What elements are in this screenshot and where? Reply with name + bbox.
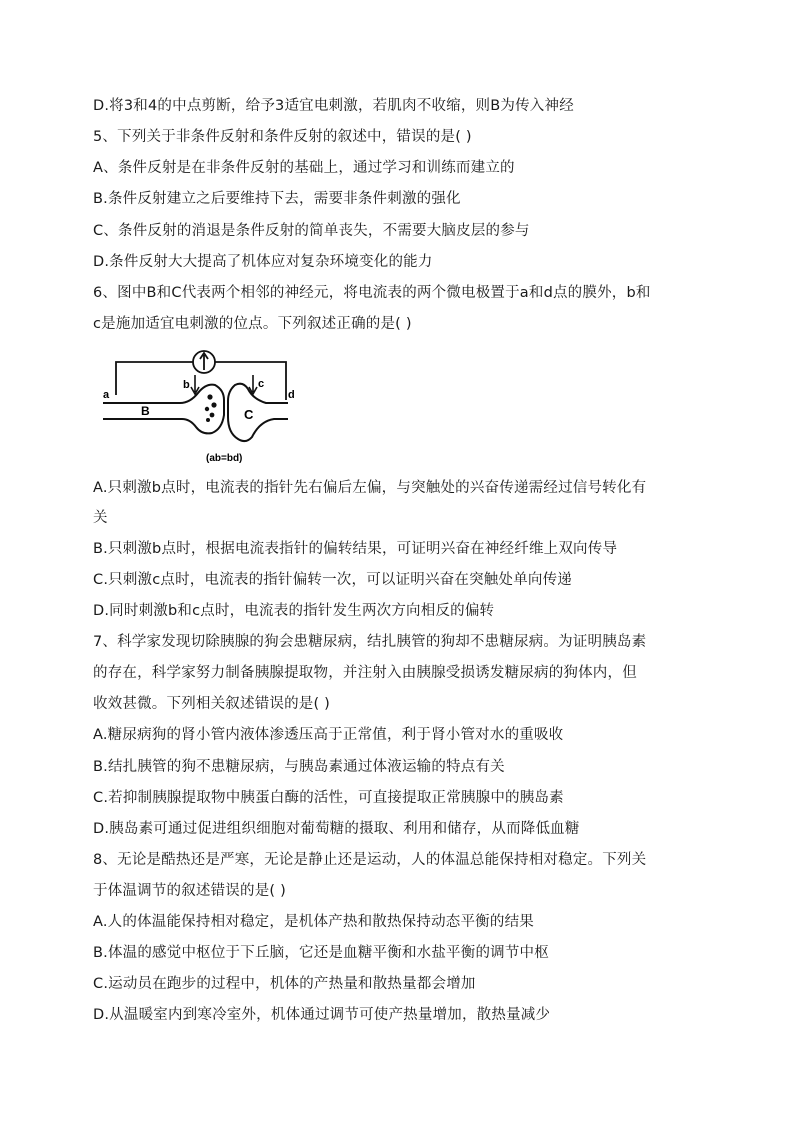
option-5d: D.条件反射大大提高了机体应对复杂环境变化的能力 [93, 254, 433, 270]
label-d: d [288, 389, 295, 401]
neuron-diagram [98, 345, 308, 470]
stimulus-b-arrow-icon [191, 375, 199, 394]
option-6c: C.只刺激c点时，电流表的指针偏转一次，可以证明兴奋在突触处单向传递 [93, 572, 573, 588]
option-6a-line-1: A.只刺激b点时，电流表的指针先右偏后左偏，与突触处的兴奋传递需经过信号转化有 [93, 480, 647, 496]
question-8-line-1: 8、无论是酷热还是严寒，无论是静止还是运动，人的体温总能保持相对稳定。下列关 [93, 852, 647, 868]
question-7-line-2: 的存在，科学家努力制备胰腺提取物，并注射入由胰腺受损诱发糖尿病的狗体内，但 [93, 665, 637, 681]
label-c: c [258, 378, 265, 390]
label-neuron-b: B [141, 404, 150, 418]
option-4d: D.将3和4的中点剪断，给予3适宜电刺激，若肌肉不收缩，则B为传入神经 [93, 98, 574, 114]
option-7d: D.胰岛素可通过促进组织细胞对葡萄糖的摄取、利用和储存，从而降低血糖 [93, 821, 580, 837]
label-a: a [103, 389, 110, 401]
option-5a: A、条件反射是在非条件反射的基础上，通过学习和训练而建立的 [93, 160, 515, 176]
question-8-line-2: 于体温调节的叙述错误的是( ) [93, 883, 286, 899]
label-b: b [183, 379, 190, 391]
option-7c: C.若抑制胰腺提取物中胰蛋白酶的活性，可直接提取正常胰腺中的胰岛素 [93, 790, 564, 806]
question-6-line-2: c是施加适宜电刺激的位点。下列叙述正确的是( ) [93, 316, 412, 332]
option-6a-line-2: 关 [93, 510, 108, 526]
neuron-diagram-svg [98, 345, 308, 470]
label-neuron-c: C [244, 407, 254, 422]
option-8b: B.体温的感觉中枢位于下丘脑，它还是血糖平衡和水盐平衡的调节中枢 [93, 945, 549, 961]
option-7b: B.结扎胰管的狗不患糖尿病，与胰岛素通过体液运输的特点有关 [93, 759, 505, 775]
option-6d: D.同时刺激b和c点时，电流表的指针发生两次方向相反的偏转 [93, 603, 495, 619]
question-7-line-1: 7、科学家发现切除胰腺的狗会患糖尿病，结扎胰管的狗却不患糖尿病。为证明胰岛素 [93, 634, 647, 650]
question-5: 5、下列关于非条件反射和条件反射的叙述中，错误的是( ) [93, 129, 472, 145]
option-7a: A.糖尿病狗的肾小管内液体渗透压高于正常值，利于肾小管对水的重吸收 [93, 727, 564, 743]
neuron-c-outline [228, 384, 288, 441]
question-7-line-3: 收效甚微。下列相关叙述错误的是( ) [93, 696, 331, 712]
option-8c: C.运动员在跑步的过程中，机体的产热量和散热量都会增加 [93, 976, 476, 992]
option-8a: A.人的体温能保持相对稳定，是机体产热和散热保持动态平衡的结果 [93, 914, 534, 930]
option-8d: D.从温暖室内到寒冷室外，机体通过调节可使产热量增加，散热量减少 [93, 1007, 551, 1023]
option-5c: C、条件反射的消退是条件反射的简单丧失，不需要大脑皮层的参与 [93, 223, 530, 239]
option-6b: B.只刺激b点时，根据电流表指针的偏转结果，可证明兴奋在神经纤维上双向传导 [93, 541, 618, 557]
option-5b: B.条件反射建立之后要维持下去，需要非条件刺激的强化 [93, 191, 461, 207]
figure-caption: (ab=bd) [206, 453, 243, 464]
question-6-line-1: 6、图中B和C代表两个相邻的神经元，将电流表的两个微电极置于a和d点的膜外，b和 [93, 285, 651, 301]
